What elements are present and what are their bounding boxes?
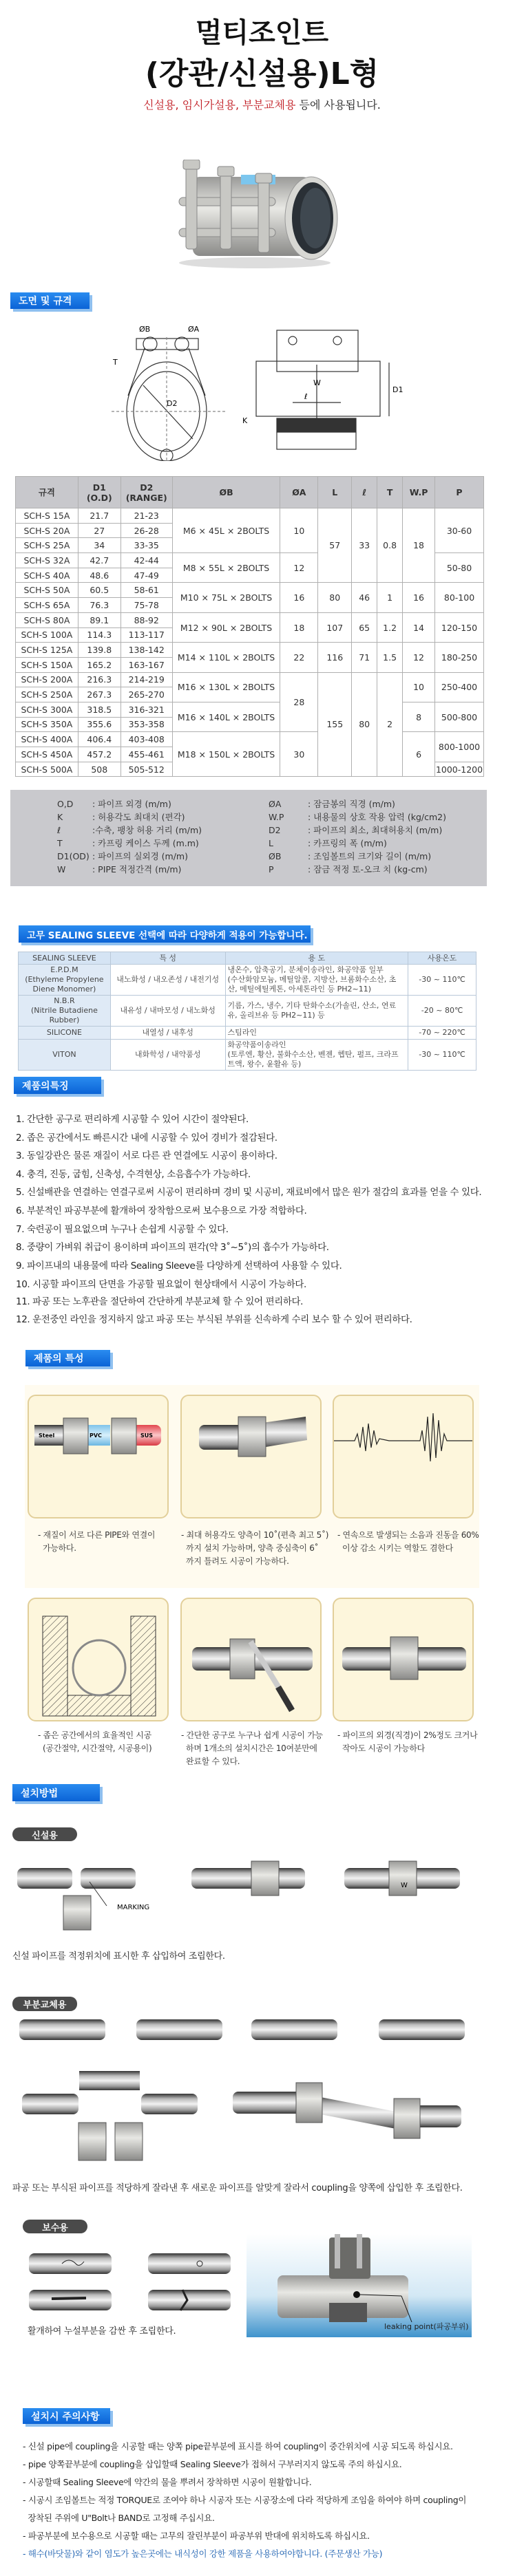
spec-cell: 403-408 xyxy=(120,732,172,747)
spec-cell: 76.3 xyxy=(78,598,120,613)
feature-item: 10. 시공할 파이프의 단면을 가공할 필요없이 현상태에서 시공이 가능하다. xyxy=(16,1279,306,1290)
page-subtitle xyxy=(0,96,524,112)
angled-pipe-illustration xyxy=(182,1396,322,1518)
partial-replace-illustration xyxy=(14,2019,468,2167)
spec-cell: 10 xyxy=(280,508,318,553)
spec-row xyxy=(16,702,484,717)
legend-key: ØB xyxy=(269,851,282,861)
spec-cell: 27 xyxy=(78,523,120,538)
product-image-coupling xyxy=(151,160,351,270)
spec-header-cell: ØA xyxy=(280,477,318,508)
legend-key: K xyxy=(57,812,63,822)
pill-partial-replace: 부분교체용 xyxy=(12,1997,77,2011)
legend-key: W xyxy=(57,864,66,874)
sealing-use: 화공약품이송라인 (토루엔, 황산, 불화수소산, 벤젠, 헵탄, 펄프, 크라프 트액, 왕수, 윤활유 등) xyxy=(225,1040,408,1071)
coupling-on-pipe-illustration xyxy=(334,1599,474,1721)
spec-cell: 75-78 xyxy=(120,598,172,613)
spec-cell: SCH-S 100A xyxy=(16,627,78,643)
legend-desc: : 파이프 외경 (m/m) xyxy=(92,799,171,809)
spec-cell: SCH-S 125A xyxy=(16,643,78,658)
spec-cell: 107 xyxy=(318,612,352,642)
spec-cell: 18 xyxy=(280,612,318,642)
sealing-header-cell: 사용온도 xyxy=(408,952,476,965)
spec-cell: 58-61 xyxy=(120,583,172,598)
leaking-point-label: leaking point(파공부위) xyxy=(384,2322,469,2331)
spec-cell: 42-44 xyxy=(120,553,172,568)
spec-cell: 16 xyxy=(280,583,318,612)
legend-desc: : 허용각도 최대치 (편각) xyxy=(92,812,185,822)
card-angle xyxy=(180,1395,322,1518)
characteristic-caption: - 재질이 서로 다른 PIPE와 연결이 가능하다. xyxy=(38,1530,156,1553)
label-oa: ØA xyxy=(188,325,200,334)
card-different-materials xyxy=(28,1395,169,1518)
spec-cell: 16 xyxy=(403,583,435,612)
spec-cell: 318.5 xyxy=(78,702,120,717)
page-title-line2: (강관/신설용)L형 xyxy=(145,56,379,92)
card-tolerance xyxy=(333,1598,474,1721)
spec-cell: 1000-1200 xyxy=(435,762,484,777)
spec-cell: 800-1000 xyxy=(435,732,484,762)
spec-cell: SCH-S 500A xyxy=(16,762,78,777)
spec-cell: 457.2 xyxy=(78,747,120,762)
spec-cell: SCH-S 40A xyxy=(16,568,78,583)
spec-cell: 163-167 xyxy=(120,657,172,672)
repair-caption: 활개하여 누설부분을 감싼 후 조립한다. xyxy=(28,2326,176,2337)
spec-header-row xyxy=(16,477,484,508)
spec-cell: 30-60 xyxy=(435,508,484,553)
spec-cell: SCH-S 250A xyxy=(16,687,78,702)
legend-desc: : 카프링의 폭 (m/m) xyxy=(308,838,387,848)
dimension-diagram xyxy=(103,323,413,461)
label-ob: ØB xyxy=(139,325,151,334)
sealing-row xyxy=(19,996,476,1027)
spec-header-cell: 규격 xyxy=(16,477,78,508)
sealing-row xyxy=(19,1027,476,1040)
spec-cell: SCH-S 80A xyxy=(16,612,78,627)
subtitle-rest: 등에 사용됩니다. xyxy=(295,98,381,111)
spec-row xyxy=(16,508,484,524)
marking-label: MARKING xyxy=(117,1904,150,1911)
feature-item: 6. 부분적인 파공부분에 활개하여 장착함으로써 보수용으로 가장 적합하다. xyxy=(16,1205,307,1216)
feature-item: 12. 운전중인 라인을 정지하지 않고 파공 또는 부식된 부위를 신속하게 수리 보수 할 수 있어 편리하다. xyxy=(16,1314,412,1325)
spec-row xyxy=(16,732,484,747)
spec-cell: SCH-S 50A xyxy=(16,583,78,598)
spec-cell: 14 xyxy=(403,612,435,642)
spec-cell: 21.7 xyxy=(78,508,120,524)
spec-cell: 406.4 xyxy=(78,732,120,747)
pill-new-install: 신설용 xyxy=(12,1827,77,1841)
spec-cell: 10 xyxy=(403,672,435,702)
spec-cell: 65 xyxy=(352,612,377,642)
legend-desc: : PIPE 적정간격 (m/m) xyxy=(92,864,182,874)
spec-cell: SCH-S 15A xyxy=(16,508,78,524)
sealing-prop: 내노화성 / 내오존성 / 내전기성 xyxy=(110,965,225,996)
spec-cell: M10 × 75L × 2BOLTS xyxy=(172,583,280,612)
spec-header-cell: ℓ xyxy=(352,477,377,508)
sealing-row xyxy=(19,965,476,996)
feature-item: 1. 간단한 공구로 편리하게 시공할 수 있어 시간이 절약된다. xyxy=(16,1114,249,1125)
sealing-use: 기름, 가스, 냉수, 기타 탄화수소(가솔린, 산소, 연료 유, 올리브유 등 PH2~11) 등 xyxy=(225,996,408,1027)
spec-header-cell: P xyxy=(435,477,484,508)
sealing-header-cell: SEALING SLEEVE xyxy=(19,952,111,965)
legend-key: W.P xyxy=(269,812,284,822)
feature-item: 3. 동일강관은 물론 재질이 서로 다른 관 연결에도 시공이 용이하다. xyxy=(16,1150,277,1161)
repair-photo xyxy=(247,2234,472,2337)
pipe-label-pvc: PVC xyxy=(90,1432,102,1439)
feature-item: 4. 충격, 진동, 굽힘, 신축성, 수격현상, 소음흡수가 가능하다. xyxy=(16,1169,251,1180)
subtitle-highlight: 신설용, 임시가설용, 부분교체용 xyxy=(143,98,296,111)
legend-key: L xyxy=(269,838,273,848)
narrow-space-illustration xyxy=(29,1599,169,1721)
new-install-caption: 신설 파이프를 적정위치에 표시한 후 삽입하여 조립한다. xyxy=(12,1951,225,1962)
spec-header-cell: T xyxy=(377,477,403,508)
spec-cell: 60.5 xyxy=(78,583,120,598)
characteristic-caption: - 연속으로 발생되는 소음과 진동을 60% 이상 감소 시키는 역할도 겸한다 xyxy=(337,1530,479,1553)
legend-desc: : 조임볼트의 크기와 길이 (m/m) xyxy=(308,851,432,861)
section-badge-features: 제품의특징 xyxy=(14,1077,101,1094)
spec-cell: 116 xyxy=(318,643,352,672)
spec-cell: 34 xyxy=(78,538,120,553)
new-install-illustration xyxy=(14,1854,468,1937)
spec-cell: 216.3 xyxy=(78,672,120,687)
spec-cell: 353-358 xyxy=(120,717,172,732)
card-easy-install xyxy=(180,1598,322,1721)
sealing-header-row xyxy=(19,952,476,965)
feature-item: 11. 파공 또는 노후관을 절단하여 간단하게 부분교체 할 수 있어 편리하다. xyxy=(16,1296,304,1307)
spec-cell: 80 xyxy=(352,672,377,777)
legend-key: T xyxy=(57,838,63,848)
spec-cell: 33 xyxy=(352,508,377,583)
spec-row xyxy=(16,583,484,598)
spec-cell: 250-400 xyxy=(435,672,484,702)
sealing-name: SILICONE xyxy=(19,1027,111,1040)
spec-cell: SCH-S 25A xyxy=(16,538,78,553)
characteristic-caption: - 좁은 공간에서의 효율적인 시공 (공간절약, 시간절약, 시공용이) xyxy=(38,1730,152,1753)
characteristic-caption: - 파이프의 외경(직경)이 2%정도 크거나 작아도 시공이 가능하다 xyxy=(337,1730,478,1753)
spec-row xyxy=(16,612,484,627)
legend-desc: : 잠금봉의 직경 (m/m) xyxy=(308,799,395,809)
spec-cell: M14 × 110L × 2BOLTS xyxy=(172,643,280,672)
sealing-row xyxy=(19,1040,476,1071)
sealing-use: 냉온수, 압축공기, 분체이송라인, 화공약품 일부 (수산화암모늄, 메틸알콜, 지방산, 브롬화수소산, 초 산, 메틸에틸케톤, 아세톤라인 등 PH2~11) xyxy=(225,965,408,996)
precaution-item: - 시공시 조임볼트는 적정 TORQUE로 조여야 하나 시공자 또는 시공장소에 다라 적당하게 조임을 하여야 하며 coupling이 xyxy=(23,2495,467,2505)
precaution-item: 장착된 주위에 U"Bolt나 BAND로 고정해 주십시요. xyxy=(23,2513,215,2523)
spec-cell: 505-512 xyxy=(120,762,172,777)
spec-cell: 0.8 xyxy=(377,508,403,583)
spec-cell: 30 xyxy=(280,732,318,777)
spec-cell: 89.1 xyxy=(78,612,120,627)
damaged-pipes-illustration xyxy=(28,2252,234,2314)
sealing-sleeve-table xyxy=(18,952,476,1071)
spec-cell: 265-270 xyxy=(120,687,172,702)
sealing-temp: -70 ~ 220℃ xyxy=(408,1027,476,1040)
section-badge-install: 설치방법 xyxy=(12,1784,100,1801)
spec-cell: 180-250 xyxy=(435,643,484,672)
spec-row xyxy=(16,672,484,687)
spec-cell: 21-23 xyxy=(120,508,172,524)
spec-cell: 12 xyxy=(403,643,435,672)
sealing-header-cell: 특 성 xyxy=(110,952,225,965)
spec-cell: SCH-S 32A xyxy=(16,553,78,568)
label-t: T xyxy=(113,358,118,367)
spec-cell: 48.6 xyxy=(78,568,120,583)
spec-header-cell: D1 (O.D) xyxy=(78,477,120,508)
label-d2: D2 xyxy=(167,399,178,408)
label-k: K xyxy=(242,416,248,425)
spec-cell: 50-80 xyxy=(435,553,484,583)
legend-desc: : 파이프의 실외경 (m/m) xyxy=(92,851,188,861)
spec-cell: 42.7 xyxy=(78,553,120,568)
feature-item: 9. 파이프내의 내용물에 따라 Sealing Sleeve를 다양하게 선택하여 사용할 수 있다. xyxy=(16,1260,342,1271)
spec-cell: M12 × 90L × 2BOLTS xyxy=(172,612,280,642)
feature-item: 5. 신설배관을 연결하는 연결구로써 시공이 편리하며 경비 및 시공비, 재료비에서 많은 원가 절감의 효과를 얻을 수 있다. xyxy=(16,1187,482,1198)
page-title-line1: 멀티조인트 xyxy=(195,17,329,49)
spec-cell: SCH-S 300A xyxy=(16,702,78,717)
spec-cell: 214-219 xyxy=(120,672,172,687)
legend-key: D1(OD) xyxy=(57,851,90,861)
spec-cell: 355.6 xyxy=(78,717,120,732)
spec-cell: 12 xyxy=(280,553,318,583)
spec-cell: 267.3 xyxy=(78,687,120,702)
legend-key: ℓ xyxy=(57,825,61,835)
spec-header-cell: D2 (RANGE) xyxy=(120,477,172,508)
pipe-label-steel: Steel xyxy=(39,1432,55,1439)
precaution-item: - 해수(바닷물)와 같이 염도가 높은곳에는 내식성이 강한 제품을 사용하여야합니다. (주문생산 가능) xyxy=(23,2548,383,2559)
precaution-item: - 시공할때 Sealing Sleeve에 약간의 물을 뿌려서 장착하면 시공이 원활합니다. xyxy=(23,2477,312,2487)
spec-row xyxy=(16,643,484,658)
sealing-prop: 내열성 / 내후성 xyxy=(110,1027,225,1040)
precaution-item: - 파공부분에 보수용으로 시공할 때는 고무의 잘린부분이 파공부위 반대에 위치하도록 하십시요. xyxy=(23,2531,370,2541)
spec-cell: 139.8 xyxy=(78,643,120,658)
spec-cell: SCH-S 200A xyxy=(16,672,78,687)
characteristic-caption: - 간단한 공구로 누구나 쉽게 시공이 가능 하며 1개소의 설치시간은 10여분만에 완료할 수 있다. xyxy=(181,1730,323,1766)
characteristic-caption: - 최대 허용각도 양측이 10˚(편측 최고 까지 설치 가능하며, 양측 중심축이 6˚ 까지 틀려도 시공이 가능하다. xyxy=(181,1530,319,1566)
spec-cell: SCH-S 350A xyxy=(16,717,78,732)
legend-desc: : 파이프의 최소, 최대허용치 (m/m) xyxy=(308,825,443,835)
spec-header-cell: W.P xyxy=(403,477,435,508)
partial-replace-caption: 파공 또는 부식된 파이프를 적당하게 잘라낸 후 새로운 파이프를 알맞게 잘라서 coupling을 양쪽에 삽입한 후 조립한다. xyxy=(12,2183,463,2193)
spec-cell: 46 xyxy=(352,583,377,612)
sealing-temp: -20 ~ 80℃ xyxy=(408,996,476,1027)
spec-cell: 114.3 xyxy=(78,627,120,643)
spec-cell: 120-150 xyxy=(435,612,484,642)
label-w: W xyxy=(313,378,321,387)
pipe-label-sus: SUS xyxy=(140,1432,154,1439)
sealing-name: E.P.D.M (Ethyleme Propylene Diene Monomer) xyxy=(19,965,111,996)
spec-table xyxy=(15,476,484,777)
spec-cell: SCH-S 150A xyxy=(16,657,78,672)
spec-cell: M6 × 45L × 2BOLTS xyxy=(172,508,280,553)
spec-cell: M16 × 140L × 2BOLTS xyxy=(172,702,280,731)
spec-cell: 113-117 xyxy=(120,627,172,643)
sealing-use: 스팀라인 xyxy=(225,1027,408,1040)
spec-cell: 508 xyxy=(78,762,120,777)
sealing-temp: -30 ~ 110℃ xyxy=(408,1040,476,1071)
sealing-header-cell: 용 도 xyxy=(225,952,408,965)
section-badge-precautions: 설치시 주의사항 xyxy=(23,2408,110,2424)
spec-cell: 71 xyxy=(352,643,377,672)
spec-cell: 155 xyxy=(318,672,352,777)
spec-cell: M8 × 55L × 2BOLTS xyxy=(172,553,280,583)
legend-desc: : 내용물의 상호 작용 압력 (kg/cm2) xyxy=(308,812,446,822)
spec-cell: SCH-S 450A xyxy=(16,747,78,762)
sealing-name: VITON xyxy=(19,1040,111,1071)
spec-cell: 138-142 xyxy=(120,643,172,658)
section-badge-drawing: 도면 및 규격 xyxy=(10,292,90,309)
spec-cell: 80-100 xyxy=(435,583,484,612)
spec-cell: 316-321 xyxy=(120,702,172,717)
spec-cell: 57 xyxy=(318,508,352,583)
spec-header-cell: ØB xyxy=(172,477,280,508)
spec-cell: 33-35 xyxy=(120,538,172,553)
spec-cell: 47-49 xyxy=(120,568,172,583)
spec-cell: 22 xyxy=(280,643,318,672)
spec-cell: 28 xyxy=(280,672,318,732)
spec-cell: 1.2 xyxy=(377,612,403,642)
gap-w-label: W xyxy=(401,1882,408,1889)
legend-key: O,D xyxy=(57,799,74,809)
label-l: ℓ xyxy=(304,392,308,401)
sealing-temp: -30 ~ 110℃ xyxy=(408,965,476,996)
section-badge-characteristics: 제품의 특성 xyxy=(25,1350,110,1366)
feature-item: 7. 숙련공이 필요없으며 누구나 손쉽게 시공할 수 있다. xyxy=(16,1224,229,1235)
spec-cell: 165.2 xyxy=(78,657,120,672)
legend-key: D2 xyxy=(269,825,281,835)
feature-item: 2. 좁은 공간에서도 빠른시간 내에 시공할 수 있어 경비가 절감된다. xyxy=(16,1133,277,1144)
legend-desc: : 잠금 적정 토-오크 치 (kg-cm) xyxy=(308,864,428,874)
legend-desc: : 카프링 케이스 두께 (m.m) xyxy=(92,838,199,848)
precaution-item: - 신설 pipe에 coupling을 시공할 때는 양쪽 pipe끝부분에 표시를 하여 coupling이 중간위치에 시공 되도록 하십시요. xyxy=(23,2441,453,2451)
sealing-name: N.B.R (Nitrile Butadiene Rubber) xyxy=(19,996,111,1027)
vibration-wave-illustration xyxy=(334,1396,474,1518)
pipe-materials-illustration xyxy=(29,1396,169,1518)
spec-cell: 26-28 xyxy=(120,523,172,538)
legend-desc: :수축, 팽창 허용 거리 (m/m) xyxy=(92,825,202,835)
spec-cell: 455-461 xyxy=(120,747,172,762)
card-vibration xyxy=(333,1395,474,1518)
spec-cell: 80 xyxy=(318,583,352,612)
spec-cell: 1.5 xyxy=(377,643,403,672)
spec-cell: 8 xyxy=(403,702,435,731)
sealing-prop: 내유성 / 내마모성 / 내노화성 xyxy=(110,996,225,1027)
spec-cell: 6 xyxy=(403,732,435,777)
pill-repair: 보수용 xyxy=(23,2220,87,2233)
wrench-install-illustration xyxy=(182,1599,322,1721)
spec-cell: M18 × 150L × 2BOLTS xyxy=(172,732,280,777)
spec-cell: SCH-S 65A xyxy=(16,598,78,613)
legend-key: P xyxy=(269,864,274,874)
spec-cell: 1 xyxy=(377,583,403,612)
spec-cell: 88-92 xyxy=(120,612,172,627)
section-badge-sealing: 고무 SEALING SLEEVE 선택에 따라 다양하게 적용이 가능합니다. xyxy=(19,925,311,943)
label-d1: D1 xyxy=(392,385,404,394)
spec-cell: SCH-S 20A xyxy=(16,523,78,538)
spec-cell: 18 xyxy=(403,508,435,583)
spec-header-cell: L xyxy=(318,477,352,508)
precaution-item: - pipe 양쪽끝부분에 coupling을 삽입할때 Sealing Sleeve가 접혀서 구부러지지 않도록 주의 하십시요. xyxy=(23,2459,402,2469)
spec-cell: SCH-S 400A xyxy=(16,732,78,747)
legend-key: ØA xyxy=(269,799,282,809)
feature-item: 8. 중량이 가벼워 취급이 용이하며 파이프의 편각(약 3˚~5˚)의 흡수가 가능하다. xyxy=(16,1242,329,1253)
spec-cell: M16 × 130L × 2BOLTS xyxy=(172,672,280,702)
card-narrow-space xyxy=(28,1598,169,1721)
spec-cell: 500-800 xyxy=(435,702,484,731)
spec-legend xyxy=(10,790,487,886)
sealing-prop: 내화학성 / 내약품성 xyxy=(110,1040,225,1071)
spec-cell: 2 xyxy=(377,672,403,777)
